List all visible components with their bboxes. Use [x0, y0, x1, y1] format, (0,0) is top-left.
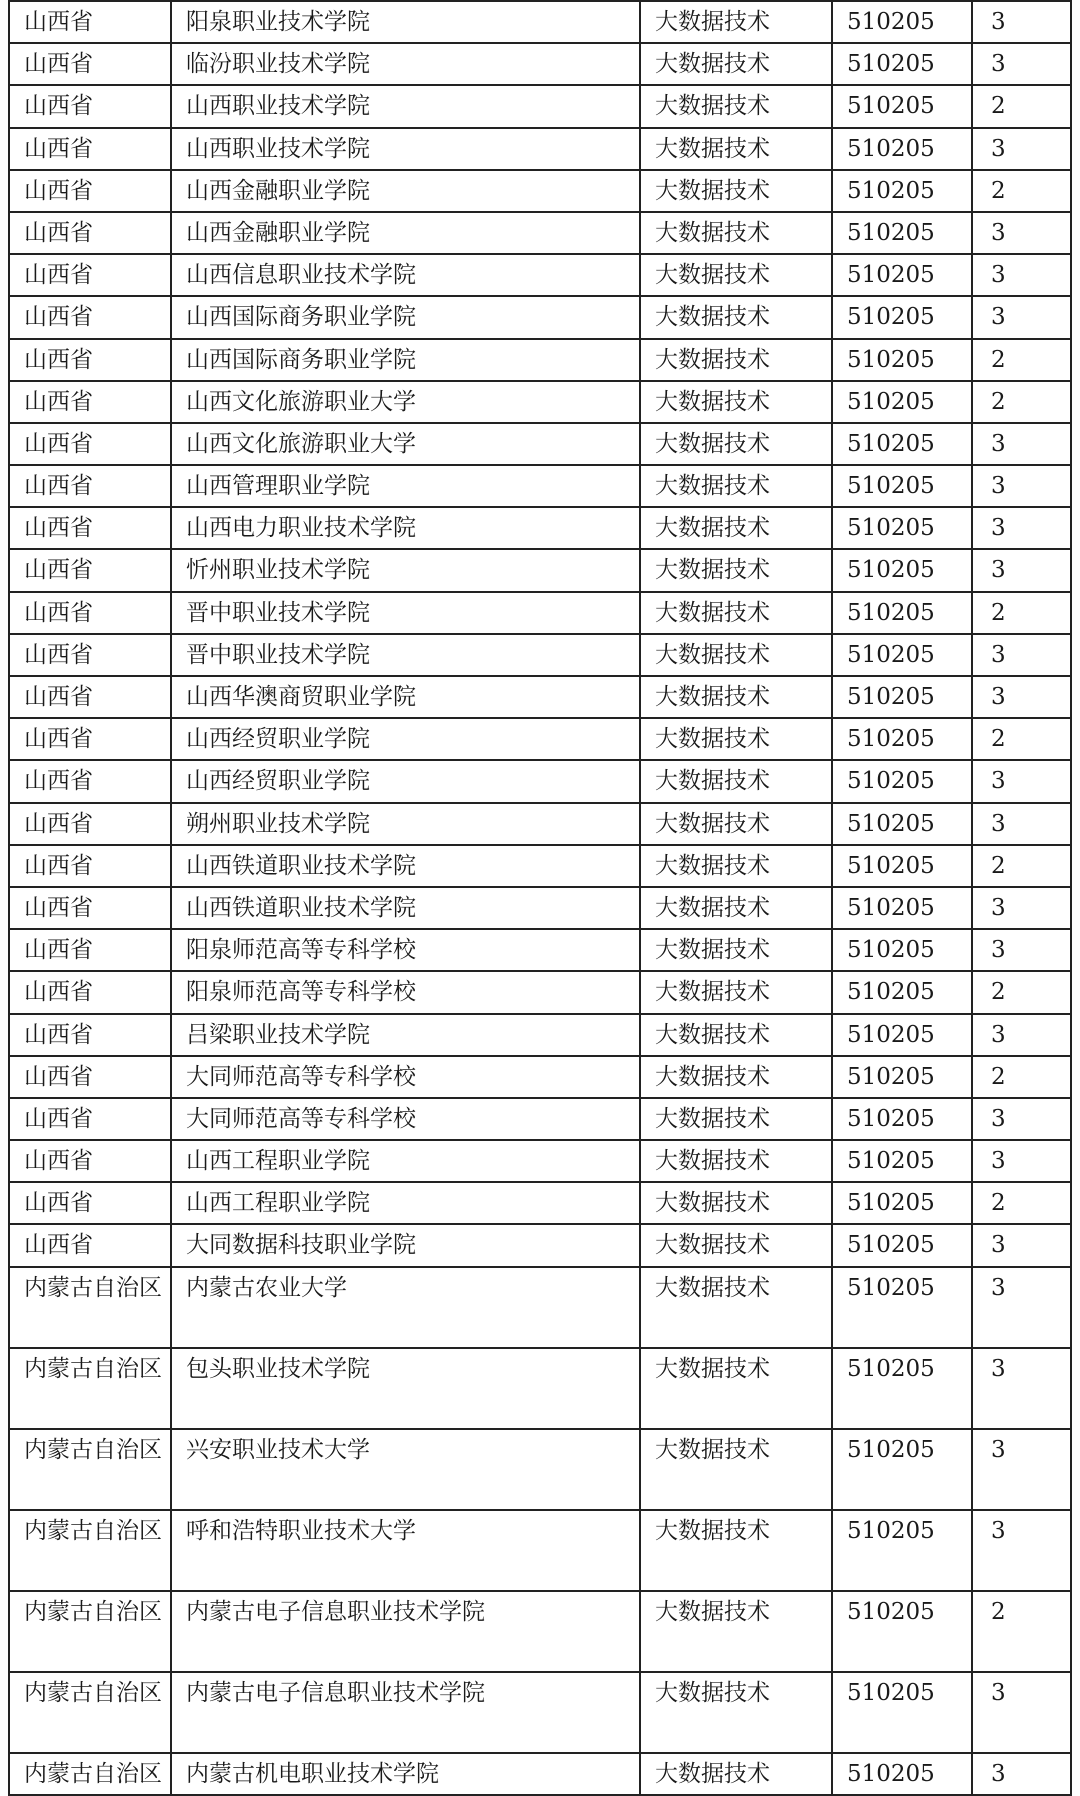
major-cell: 大数据技术: [640, 85, 832, 127]
code-cell: 510205: [832, 1753, 972, 1795]
code-cell: 510205: [832, 1056, 972, 1098]
school-cell: 山西经贸职业学院: [171, 760, 640, 802]
years-cell: 3: [972, 803, 1071, 845]
province-cell: 山西省: [9, 803, 171, 845]
years-cell: 2: [972, 1056, 1071, 1098]
province-cell: 山西省: [9, 381, 171, 423]
years-cell: 3: [972, 1267, 1071, 1348]
school-cell: 山西铁道职业技术学院: [171, 887, 640, 929]
table-row: [9, 1429, 1071, 1510]
school-cell: 大同师范高等专科学校: [171, 1098, 640, 1140]
major-cell: 大数据技术: [640, 803, 832, 845]
major-cell: 大数据技术: [640, 1510, 832, 1591]
table-row: [9, 929, 1071, 971]
province-cell: 山西省: [9, 254, 171, 296]
province-cell: 山西省: [9, 929, 171, 971]
years-cell: 3: [972, 1224, 1071, 1266]
province-cell: 山西省: [9, 296, 171, 338]
table-row: [9, 1591, 1071, 1672]
major-cell: 大数据技术: [640, 381, 832, 423]
years-cell: 2: [972, 971, 1071, 1013]
code-cell: 510205: [832, 676, 972, 718]
years-cell: 3: [972, 423, 1071, 465]
code-cell: 510205: [832, 1014, 972, 1056]
code-cell: 510205: [832, 634, 972, 676]
school-cell: 内蒙古机电职业技术学院: [171, 1753, 640, 1795]
province-cell: 山西省: [9, 85, 171, 127]
school-cell: 内蒙古电子信息职业技术学院: [171, 1591, 640, 1672]
province-cell: 山西省: [9, 1056, 171, 1098]
years-cell: 3: [972, 1140, 1071, 1182]
school-cell: 阳泉职业技术学院: [171, 1, 640, 43]
province-cell: 山西省: [9, 170, 171, 212]
major-cell: 大数据技术: [640, 1348, 832, 1429]
code-cell: 510205: [832, 1267, 972, 1348]
years-cell: 2: [972, 85, 1071, 127]
province-cell: 内蒙古自治区: [9, 1348, 171, 1429]
province-cell: 山西省: [9, 549, 171, 591]
table-row: [9, 423, 1071, 465]
major-cell: 大数据技术: [640, 507, 832, 549]
school-cell: 山西文化旅游职业大学: [171, 381, 640, 423]
years-cell: 3: [972, 634, 1071, 676]
code-cell: 510205: [832, 128, 972, 170]
province-cell: 山西省: [9, 760, 171, 802]
table-row: [9, 634, 1071, 676]
major-cell: 大数据技术: [640, 128, 832, 170]
table-row: [9, 592, 1071, 634]
years-cell: 3: [972, 1429, 1071, 1510]
code-cell: 510205: [832, 254, 972, 296]
major-cell: 大数据技术: [640, 634, 832, 676]
province-cell: 山西省: [9, 423, 171, 465]
province-cell: 山西省: [9, 887, 171, 929]
code-cell: 510205: [832, 1591, 972, 1672]
major-cell: 大数据技术: [640, 1672, 832, 1753]
code-cell: 510205: [832, 423, 972, 465]
code-cell: 510205: [832, 1672, 972, 1753]
province-cell: 内蒙古自治区: [9, 1672, 171, 1753]
school-cell: 兴安职业技术大学: [171, 1429, 640, 1510]
code-cell: 510205: [832, 296, 972, 338]
table-row: [9, 971, 1071, 1013]
years-cell: 3: [972, 760, 1071, 802]
school-cell: 内蒙古农业大学: [171, 1267, 640, 1348]
table-row: [9, 128, 1071, 170]
school-cell: 山西职业技术学院: [171, 85, 640, 127]
code-cell: 510205: [832, 929, 972, 971]
years-cell: 3: [972, 676, 1071, 718]
major-cell: 大数据技术: [640, 43, 832, 85]
table-row: [9, 1182, 1071, 1224]
code-cell: 510205: [832, 212, 972, 254]
school-cell: 山西华澳商贸职业学院: [171, 676, 640, 718]
code-cell: 510205: [832, 1182, 972, 1224]
table-row: [9, 1348, 1071, 1429]
province-cell: 内蒙古自治区: [9, 1591, 171, 1672]
major-cell: 大数据技术: [640, 971, 832, 1013]
table-row: [9, 296, 1071, 338]
table-row: [9, 760, 1071, 802]
years-cell: 3: [972, 1672, 1071, 1753]
school-cell: 临汾职业技术学院: [171, 43, 640, 85]
province-cell: 山西省: [9, 507, 171, 549]
code-cell: 510205: [832, 1348, 972, 1429]
code-cell: 510205: [832, 592, 972, 634]
table-row: [9, 1098, 1071, 1140]
code-cell: 510205: [832, 887, 972, 929]
school-cell: 山西电力职业技术学院: [171, 507, 640, 549]
province-cell: 山西省: [9, 128, 171, 170]
years-cell: 2: [972, 1591, 1071, 1672]
code-cell: 510205: [832, 507, 972, 549]
code-cell: 510205: [832, 1098, 972, 1140]
school-cell: 内蒙古电子信息职业技术学院: [171, 1672, 640, 1753]
major-cell: 大数据技术: [640, 1140, 832, 1182]
years-cell: 3: [972, 128, 1071, 170]
school-cell: 山西经贸职业学院: [171, 718, 640, 760]
major-cell: 大数据技术: [640, 1098, 832, 1140]
table-row: [9, 1140, 1071, 1182]
years-cell: 2: [972, 1182, 1071, 1224]
table-row: [9, 887, 1071, 929]
school-cell: 包头职业技术学院: [171, 1348, 640, 1429]
school-cell: 山西金融职业学院: [171, 212, 640, 254]
table-row: [9, 339, 1071, 381]
school-cell: 晋中职业技术学院: [171, 592, 640, 634]
major-cell: 大数据技术: [640, 254, 832, 296]
code-cell: 510205: [832, 803, 972, 845]
table-row: [9, 676, 1071, 718]
school-cell: 阳泉师范高等专科学校: [171, 929, 640, 971]
major-cell: 大数据技术: [640, 1182, 832, 1224]
code-cell: 510205: [832, 549, 972, 591]
province-cell: 山西省: [9, 676, 171, 718]
code-cell: 510205: [832, 1510, 972, 1591]
school-cell: 呼和浩特职业技术大学: [171, 1510, 640, 1591]
table-row: [9, 381, 1071, 423]
table-row: [9, 1510, 1071, 1591]
enrollment-table: [8, 0, 1072, 1796]
province-cell: 山西省: [9, 592, 171, 634]
years-cell: 3: [972, 549, 1071, 591]
code-cell: 510205: [832, 1, 972, 43]
province-cell: 山西省: [9, 1, 171, 43]
years-cell: 3: [972, 1348, 1071, 1429]
major-cell: 大数据技术: [640, 1429, 832, 1510]
province-cell: 山西省: [9, 339, 171, 381]
province-cell: 山西省: [9, 845, 171, 887]
major-cell: 大数据技术: [640, 1224, 832, 1266]
table-row: [9, 507, 1071, 549]
province-cell: 山西省: [9, 1224, 171, 1266]
school-cell: 山西金融职业学院: [171, 170, 640, 212]
major-cell: 大数据技术: [640, 1591, 832, 1672]
years-cell: 3: [972, 887, 1071, 929]
table-row: [9, 845, 1071, 887]
table-row: [9, 1224, 1071, 1266]
school-cell: 山西工程职业学院: [171, 1140, 640, 1182]
province-cell: 内蒙古自治区: [9, 1510, 171, 1591]
years-cell: 3: [972, 1510, 1071, 1591]
province-cell: 内蒙古自治区: [9, 1267, 171, 1348]
years-cell: 3: [972, 1753, 1071, 1795]
code-cell: 510205: [832, 971, 972, 1013]
school-cell: 山西工程职业学院: [171, 1182, 640, 1224]
years-cell: 2: [972, 381, 1071, 423]
school-cell: 忻州职业技术学院: [171, 549, 640, 591]
years-cell: 2: [972, 592, 1071, 634]
code-cell: 510205: [832, 43, 972, 85]
table-row: [9, 170, 1071, 212]
school-cell: 吕梁职业技术学院: [171, 1014, 640, 1056]
province-cell: 山西省: [9, 1140, 171, 1182]
code-cell: 510205: [832, 381, 972, 423]
school-cell: 阳泉师范高等专科学校: [171, 971, 640, 1013]
years-cell: 3: [972, 1098, 1071, 1140]
table-row: [9, 1056, 1071, 1098]
code-cell: 510205: [832, 339, 972, 381]
code-cell: 510205: [832, 718, 972, 760]
province-cell: 山西省: [9, 1014, 171, 1056]
major-cell: 大数据技术: [640, 339, 832, 381]
province-cell: 山西省: [9, 1182, 171, 1224]
major-cell: 大数据技术: [640, 676, 832, 718]
code-cell: 510205: [832, 1429, 972, 1510]
major-cell: 大数据技术: [640, 1267, 832, 1348]
major-cell: 大数据技术: [640, 1, 832, 43]
school-cell: 山西国际商务职业学院: [171, 339, 640, 381]
table-body: [9, 1, 1071, 1795]
major-cell: 大数据技术: [640, 929, 832, 971]
major-cell: 大数据技术: [640, 296, 832, 338]
years-cell: 3: [972, 929, 1071, 971]
years-cell: 2: [972, 339, 1071, 381]
table-row: [9, 1267, 1071, 1348]
code-cell: 510205: [832, 1140, 972, 1182]
school-cell: 朔州职业技术学院: [171, 803, 640, 845]
table-row: [9, 1753, 1071, 1795]
code-cell: 510205: [832, 85, 972, 127]
province-cell: 山西省: [9, 718, 171, 760]
school-cell: 山西铁道职业技术学院: [171, 845, 640, 887]
table-row: [9, 803, 1071, 845]
school-cell: 大同数据科技职业学院: [171, 1224, 640, 1266]
school-cell: 山西文化旅游职业大学: [171, 423, 640, 465]
years-cell: 3: [972, 465, 1071, 507]
major-cell: 大数据技术: [640, 1014, 832, 1056]
major-cell: 大数据技术: [640, 170, 832, 212]
major-cell: 大数据技术: [640, 465, 832, 507]
table-row: [9, 254, 1071, 296]
table-row: [9, 43, 1071, 85]
major-cell: 大数据技术: [640, 760, 832, 802]
major-cell: 大数据技术: [640, 1753, 832, 1795]
years-cell: 3: [972, 43, 1071, 85]
years-cell: 3: [972, 1, 1071, 43]
years-cell: 2: [972, 845, 1071, 887]
major-cell: 大数据技术: [640, 1056, 832, 1098]
province-cell: 山西省: [9, 971, 171, 1013]
school-cell: 山西职业技术学院: [171, 128, 640, 170]
school-cell: 大同师范高等专科学校: [171, 1056, 640, 1098]
school-cell: 山西国际商务职业学院: [171, 296, 640, 338]
major-cell: 大数据技术: [640, 845, 832, 887]
major-cell: 大数据技术: [640, 718, 832, 760]
years-cell: 2: [972, 170, 1071, 212]
province-cell: 内蒙古自治区: [9, 1753, 171, 1795]
province-cell: 山西省: [9, 43, 171, 85]
province-cell: 内蒙古自治区: [9, 1429, 171, 1510]
province-cell: 山西省: [9, 1098, 171, 1140]
table-row: [9, 1014, 1071, 1056]
table-row: [9, 1672, 1071, 1753]
years-cell: 3: [972, 212, 1071, 254]
code-cell: 510205: [832, 170, 972, 212]
years-cell: 3: [972, 254, 1071, 296]
school-cell: 晋中职业技术学院: [171, 634, 640, 676]
school-cell: 山西管理职业学院: [171, 465, 640, 507]
code-cell: 510205: [832, 760, 972, 802]
code-cell: 510205: [832, 1224, 972, 1266]
table-row: [9, 85, 1071, 127]
years-cell: 3: [972, 296, 1071, 338]
province-cell: 山西省: [9, 634, 171, 676]
table-row: [9, 718, 1071, 760]
years-cell: 2: [972, 718, 1071, 760]
province-cell: 山西省: [9, 465, 171, 507]
major-cell: 大数据技术: [640, 423, 832, 465]
code-cell: 510205: [832, 465, 972, 507]
table-row: [9, 212, 1071, 254]
major-cell: 大数据技术: [640, 212, 832, 254]
major-cell: 大数据技术: [640, 592, 832, 634]
province-cell: 山西省: [9, 212, 171, 254]
table-row: [9, 549, 1071, 591]
major-cell: 大数据技术: [640, 887, 832, 929]
years-cell: 3: [972, 1014, 1071, 1056]
school-cell: 山西信息职业技术学院: [171, 254, 640, 296]
years-cell: 3: [972, 507, 1071, 549]
code-cell: 510205: [832, 845, 972, 887]
major-cell: 大数据技术: [640, 549, 832, 591]
table-row: [9, 1, 1071, 43]
table-row: [9, 465, 1071, 507]
